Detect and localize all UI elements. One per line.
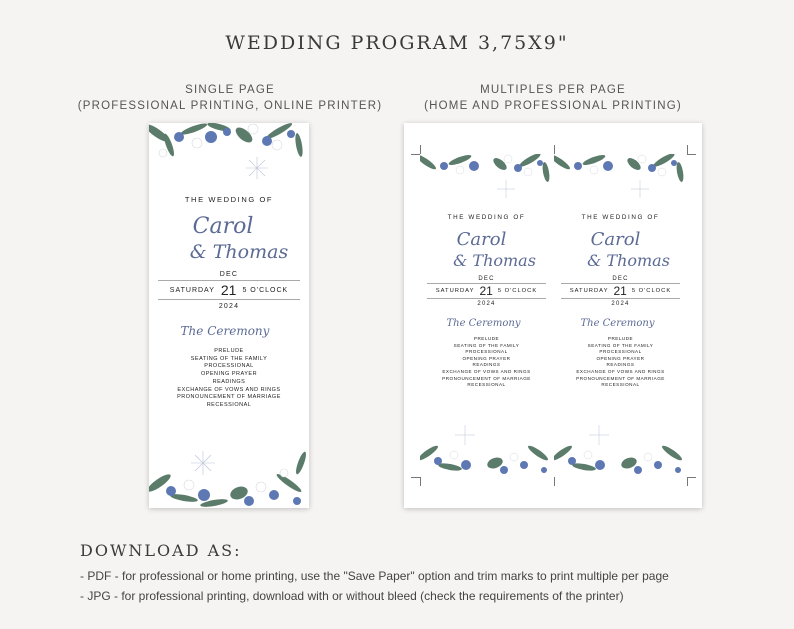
groom-name: & Thomas	[453, 251, 536, 270]
date-weekday: SATURDAY	[435, 288, 475, 294]
date-time: 5 O'CLOCK	[242, 286, 289, 294]
bride-name: Carol	[590, 229, 641, 250]
list-item: PRONOUNCEMENT OF MARRIAGE	[576, 375, 665, 381]
single-page-caption-line1: SINGLE PAGE	[185, 84, 275, 96]
top-foliage-decoration	[149, 123, 309, 183]
download-jpg-note: - JPG - for professional printing, download with or without bleed (check the requirements of the printer)	[80, 589, 624, 603]
ceremony-order-list	[554, 336, 687, 389]
date-weekday: SATURDAY	[169, 286, 215, 294]
wedding-of-heading: THE WEDDING OF	[447, 214, 526, 221]
single-page-program-card	[149, 123, 309, 508]
list-item: RECESSIONAL	[206, 401, 252, 408]
date-weekday: SATURDAY	[569, 288, 609, 294]
trim-mark	[687, 154, 696, 155]
single-page-caption-line2: (PROFESSIONAL PRINTING, ONLINE PRINTER)	[77, 100, 383, 112]
list-item: PRELUDE	[607, 336, 634, 341]
list-item: EXCHANGE OF VOWS AND RINGS	[442, 368, 531, 374]
bottom-foliage-decoration	[420, 419, 553, 477]
date-month: DEC	[219, 271, 239, 278]
program-content	[420, 214, 553, 389]
list-item: PRONOUNCEMENT OF MARRIAGE	[442, 375, 531, 381]
list-item: PROCESSIONAL	[204, 363, 254, 370]
mini-program-card-left	[420, 154, 553, 477]
date-year: 2024	[611, 301, 630, 307]
top-foliage-decoration	[420, 154, 553, 202]
trim-mark	[687, 477, 696, 478]
date-day: 21	[479, 284, 493, 298]
list-item: SEATING OF THE FAMILY	[587, 342, 654, 348]
date-day: 21	[220, 282, 237, 298]
date-time: 5 O'CLOCK	[631, 288, 672, 294]
list-item: PROCESSIONAL	[465, 349, 508, 355]
bottom-foliage-decoration	[149, 443, 309, 508]
list-item: PRELUDE	[214, 348, 244, 354]
mini-program-card-right	[554, 154, 687, 477]
program-content	[149, 195, 309, 410]
list-item: READINGS	[472, 362, 501, 368]
single-page-caption	[70, 82, 390, 114]
wedding-of-heading: THE WEDDING OF	[184, 195, 274, 204]
groom-name: & Thomas	[189, 241, 289, 263]
list-item: OPENING PRAYER	[200, 371, 258, 378]
program-content	[554, 214, 687, 389]
list-item: SEATING OF THE FAMILY	[190, 355, 268, 362]
date-day: 21	[613, 284, 627, 298]
list-item: OPENING PRAYER	[596, 355, 645, 361]
date-year: 2024	[477, 301, 496, 307]
bride-name: Carol	[456, 229, 507, 250]
list-item: PRELUDE	[473, 336, 500, 341]
date-row	[561, 283, 680, 299]
bride-name: Carol	[192, 214, 254, 239]
ceremony-heading: The Ceremony	[180, 324, 270, 338]
date-row	[158, 280, 300, 300]
list-item: RECESSIONAL	[467, 382, 506, 388]
date-time: 5 O'CLOCK	[497, 288, 538, 294]
date-month: DEC	[612, 276, 629, 282]
ceremony-heading: The Ceremony	[580, 318, 655, 329]
list-item: READINGS	[606, 362, 635, 368]
top-foliage-decoration	[554, 154, 687, 202]
trim-mark	[554, 477, 555, 486]
groom-name: & Thomas	[587, 251, 670, 270]
date-year: 2024	[218, 303, 240, 310]
list-item: PROCESSIONAL	[599, 349, 642, 355]
list-item: RECESSIONAL	[601, 382, 640, 388]
multiples-caption	[400, 82, 706, 114]
multiples-per-page-sheet	[404, 123, 702, 508]
download-pdf-note: - PDF - for professional or home printing, use the "Save Paper" option and trim marks to print multiple per page	[80, 569, 669, 583]
list-item: EXCHANGE OF VOWS AND RINGS	[576, 368, 665, 374]
date-row	[427, 283, 546, 299]
multiples-caption-line2: (HOME AND PROFESSIONAL PRINTING)	[424, 100, 682, 112]
ceremony-order-list	[420, 336, 553, 389]
date-month: DEC	[478, 276, 495, 282]
ceremony-order-list	[149, 348, 309, 410]
ceremony-heading: The Ceremony	[446, 318, 521, 329]
trim-mark	[411, 477, 420, 478]
list-item: PRONOUNCEMENT OF MARRIAGE	[177, 394, 281, 401]
wedding-of-heading: THE WEDDING OF	[581, 214, 660, 221]
page-title: WEDDING PROGRAM 3,75X9"	[225, 32, 569, 54]
list-item: READINGS	[212, 378, 246, 385]
list-item: OPENING PRAYER	[462, 355, 511, 361]
trim-mark	[420, 477, 421, 486]
bottom-foliage-decoration	[554, 419, 687, 477]
trim-mark	[687, 145, 688, 154]
list-item: EXCHANGE OF VOWS AND RINGS	[177, 386, 281, 393]
multiples-caption-line1: MULTIPLES PER PAGE	[480, 84, 626, 96]
trim-mark	[420, 145, 421, 154]
list-item: SEATING OF THE FAMILY	[453, 342, 520, 348]
trim-mark	[687, 477, 688, 486]
trim-mark	[411, 154, 420, 155]
trim-mark	[554, 145, 555, 154]
download-heading: DOWNLOAD AS:	[80, 541, 242, 560]
